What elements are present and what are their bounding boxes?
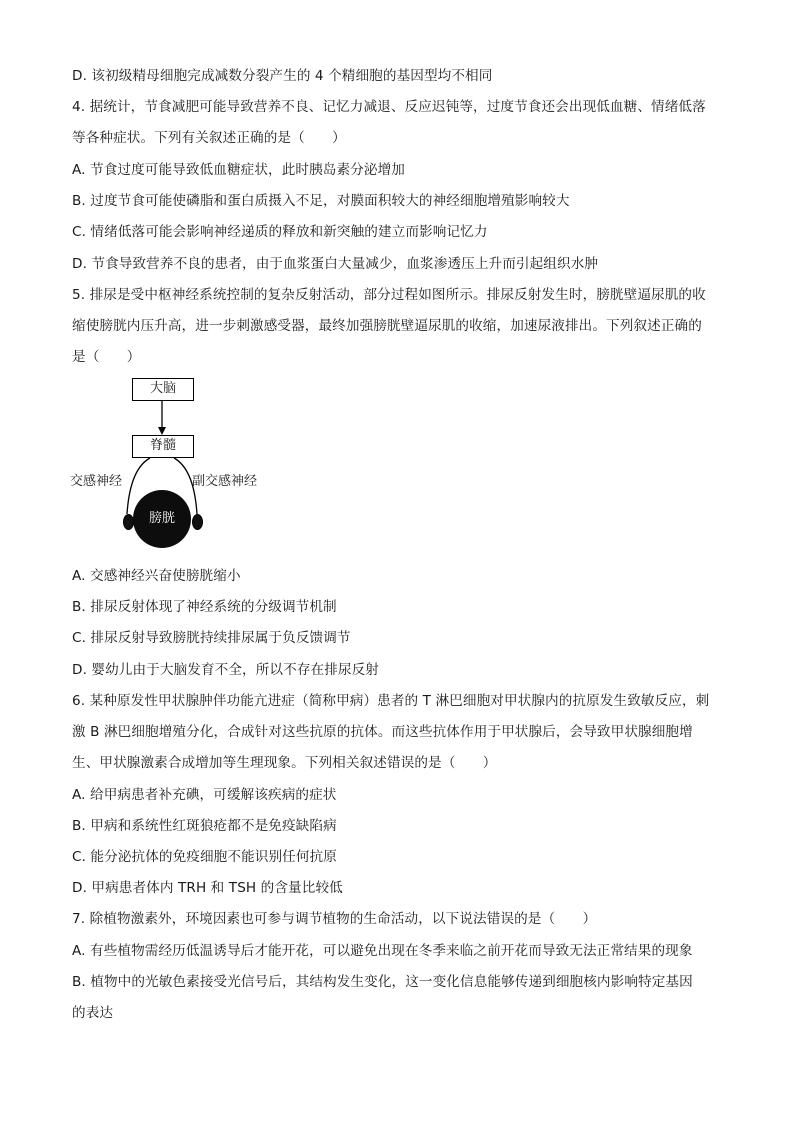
q6-option-a: A. 给甲病患者补充碘，可缓解该疾病的症状: [72, 787, 337, 803]
right-nerve-ending-icon: [192, 514, 203, 530]
q5-option-c: C. 排尿反射导致膀胱持续排尿属于负反馈调节: [72, 630, 351, 646]
q5-option-d: D. 婴幼儿由于大脑发育不全，所以不存在排尿反射: [72, 662, 379, 678]
sympathetic-nerve-label: 交感神经: [70, 474, 123, 489]
q7-option-a: A. 有些植物需经历低温诱导后才能开花，可以避免出现在冬季来临之前开花而导致无法正常结果的现象: [72, 943, 693, 959]
q6-stem-line3: 生、甲状腺激素合成增加等生理现象。下列相关叙述错误的是（ ）: [72, 755, 497, 771]
q6-option-b: B. 甲病和系统性红斑狼疮都不是免疫缺陷病: [72, 818, 337, 834]
bladder-circle: 膀胱: [133, 490, 191, 548]
q7-option-b-line1: B. 植物中的光敏色素接受光信号后，其结构发生变化，这一变化信息能够传递到细胞核内影响特定基因: [72, 974, 693, 990]
q3-option-d: D. 该初级精母细胞完成减数分裂产生的 4 个精细胞的基因型均不相同: [72, 68, 493, 84]
q6-stem-line1: 6. 某种原发性甲状腺肿伴功能亢进症（简称甲病）患者的 T 淋巴细胞对甲状腺内的抗原发生致敏反应，刺: [72, 693, 710, 709]
urination-reflex-diagram: [60, 374, 280, 544]
q6-option-c: C. 能分泌抗体的免疫细胞不能识别任何抗原: [72, 849, 337, 865]
q7-option-b-line2: 的表达: [72, 1005, 114, 1021]
q5-stem-line2: 缩使膀胱内压升高，进一步刺激感受器，最终加强膀胱壁逼尿肌的收缩，加速尿液排出。下列叙述正确的: [72, 318, 702, 334]
q5-stem-line3: 是（ ）: [72, 349, 141, 365]
q4-stem-line1: 4. 据统计，节食减肥可能导致营养不良、记忆力减退、反应迟钝等，过度节食还会出现低血糖、情绪低落: [72, 99, 706, 115]
q4-option-d: D. 节食导致营养不良的患者，由于血浆蛋白大量减少，血浆渗透压上升而引起组织水肿: [72, 256, 599, 272]
q6-option-d: D. 甲病患者体内 TRH 和 TSH 的含量比较低: [72, 880, 343, 896]
q4-option-c: C. 情绪低落可能会影响神经递质的释放和新突触的建立而影响记忆力: [72, 224, 488, 240]
q6-stem-line2: 激 B 淋巴细胞增殖分化，合成针对这些抗原的抗体。而这些抗体作用于甲状腺后，会导致甲状腺细胞增: [72, 724, 693, 740]
spinal-cord-box: 脊髓: [132, 435, 194, 458]
q5-stem-line1: 5. 排尿是受中枢神经系统控制的复杂反射活动，部分过程如图所示。排尿反射发生时，膀胱壁逼尿肌的收: [72, 287, 706, 303]
brain-box: 大脑: [132, 378, 194, 401]
parasympathetic-nerve-label: 副交感神经: [192, 474, 258, 489]
q7-stem: 7. 除植物激素外，环境因素也可参与调节植物的生命活动，以下说法错误的是（ ）: [72, 911, 597, 927]
q5-option-b: B. 排尿反射体现了神经系统的分级调节机制: [72, 599, 337, 615]
q4-stem-line2: 等各种症状。下列有关叙述正确的是（ ）: [72, 130, 346, 146]
q4-option-a: A. 节食过度可能导致低血糖症状，此时胰岛素分泌增加: [72, 162, 405, 178]
q5-option-a: A. 交感神经兴奋使膀胱缩小: [72, 568, 241, 584]
q4-option-b: B. 过度节食可能使磷脂和蛋白质摄入不足，对膜面积较大的神经细胞增殖影响较大: [72, 193, 570, 209]
